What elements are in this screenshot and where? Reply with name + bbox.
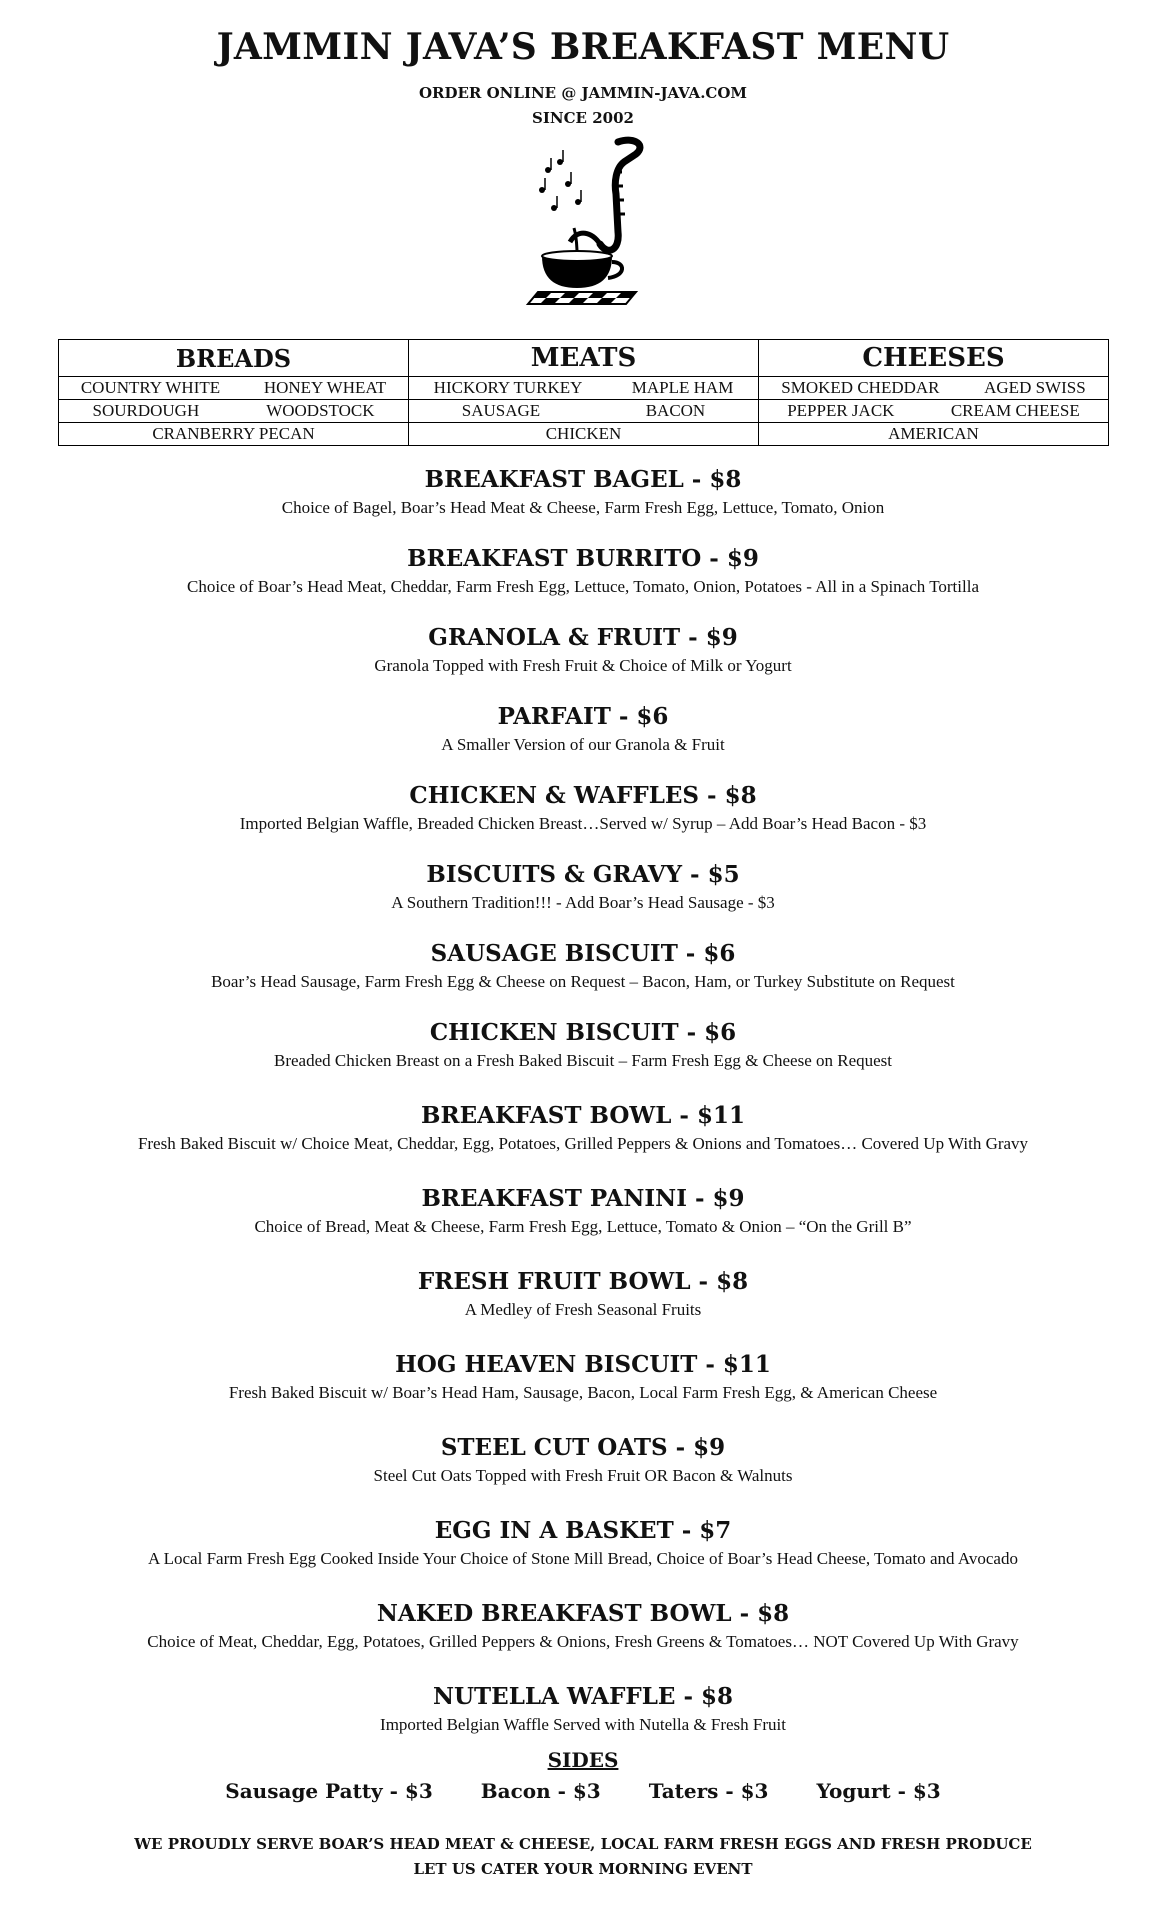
bread-option: CRANBERRY PECAN <box>59 423 409 446</box>
cheese-option: AGED SWISS <box>984 378 1086 397</box>
bread-option: HONEY WHEAT <box>263 378 387 397</box>
menu-item-description: Fresh Baked Biscuit w/ Choice Meat, Cheddar, Egg, Potatoes, Grilled Peppers & Onions and Tomatoes… Covered Up With Gravy <box>137 1134 1029 1153</box>
menu-item <box>0 1349 1166 1432</box>
cheese-option: PEPPER JACK <box>787 401 895 420</box>
menu-item-name: NAKED BREAKFAST BOWL - $8 <box>376 1600 790 1627</box>
meat-option: SAUSAGE <box>461 401 541 420</box>
menu-item-description: Steel Cut Oats Topped with Fresh Fruit OR Bacon & Walnuts <box>373 1466 793 1485</box>
meats-heading: MEATS <box>409 340 759 377</box>
cheeses-row-2 <box>759 400 1109 423</box>
footer-line-2: LET US CATER YOUR MORNING EVENT <box>413 1860 753 1878</box>
breads-row-1 <box>59 377 409 400</box>
menu-item-description: Choice of Bagel, Boar’s Head Meat & Cheese, Farm Fresh Egg, Lettuce, Tomato, Onion <box>281 498 885 517</box>
cheese-option: SMOKED CHEDDAR <box>781 378 940 397</box>
menu-item-description: Granola Topped with Fresh Fruit & Choice of Milk or Yogurt <box>374 656 792 675</box>
menu-item <box>0 1515 1166 1598</box>
meat-option: MAPLE HAM <box>631 378 734 397</box>
side-item: Yogurt - $3 <box>816 1779 941 1803</box>
menu-item-name: CHICKEN BISCUIT - $6 <box>429 1019 737 1046</box>
menu-item <box>0 1432 1166 1515</box>
bread-option: COUNTRY WHITE <box>80 378 221 397</box>
cheeses-heading: CHEESES <box>759 340 1109 377</box>
menu-item-description: Choice of Meat, Cheddar, Egg, Potatoes, Grilled Peppers & Onions, Fresh Greens & Tomatoes… NOT Covered Up With Gravy <box>147 1632 1019 1651</box>
menu-item <box>0 464 1166 543</box>
cheeses-row-1 <box>759 377 1109 400</box>
menu-item-name: NUTELLA WAFFLE - $8 <box>432 1683 734 1710</box>
meat-option: CHICKEN <box>409 423 759 446</box>
menu-item <box>0 859 1166 938</box>
footer-line-1: WE PROUDLY SERVE BOAR’S HEAD MEAT & CHEESE, LOCAL FARM FRESH EGGS AND FRESH PRODUCE <box>134 1835 1032 1853</box>
bread-option: WOODSTOCK <box>266 401 375 420</box>
menu-items-list <box>0 464 1166 1764</box>
menu-item <box>0 543 1166 622</box>
menu-item <box>0 1598 1166 1681</box>
breads-row-2 <box>59 400 409 423</box>
menu-item-description: A Medley of Fresh Seasonal Fruits <box>464 1300 702 1319</box>
menu-item-name: CHICKEN & WAFFLES - $8 <box>409 782 757 809</box>
menu-item-name: GRANOLA & FRUIT - $9 <box>428 624 738 651</box>
options-table <box>58 339 1109 446</box>
menu-item <box>0 1266 1166 1349</box>
cheese-option: CREAM CHEESE <box>950 401 1080 420</box>
menu-item-name: BREAKFAST BOWL - $11 <box>421 1102 745 1129</box>
menu-item <box>0 1100 1166 1183</box>
menu-title: JAMMIN JAVA’S BREAKFAST MENU <box>216 26 950 68</box>
menu-item <box>0 701 1166 780</box>
bread-option: SOURDOUGH <box>92 401 200 420</box>
meat-option: BACON <box>645 401 706 420</box>
menu-item-name: BISCUITS & GRAVY - $5 <box>426 861 740 888</box>
menu-item-description: Imported Belgian Waffle, Breaded Chicken Breast…Served w/ Syrup – Add Boar’s Head Bacon - $3 <box>239 814 927 833</box>
menu-item-description: A Local Farm Fresh Egg Cooked Inside Your Choice of Stone Mill Bread, Choice of Boar’s Head Cheese, Tomato and Avocado <box>148 1549 1018 1568</box>
menu-item-name: FRESH FRUIT BOWL - $8 <box>417 1268 749 1295</box>
menu-item <box>0 622 1166 701</box>
menu-item <box>0 938 1166 1017</box>
since-line: SINCE 2002 <box>532 109 634 127</box>
menu-item-name: EGG IN A BASKET - $7 <box>434 1517 732 1544</box>
menu-item-description: A Southern Tradition!!! - Add Boar’s Head Sausage - $3 <box>391 893 775 912</box>
order-online-line[interactable]: ORDER ONLINE @ JAMMIN-JAVA.COM <box>418 84 748 102</box>
menu-item <box>0 1017 1166 1100</box>
meats-row-2 <box>409 400 759 423</box>
meat-option: HICKORY TURKEY <box>433 378 583 397</box>
meats-row-1 <box>409 377 759 400</box>
menu-item <box>0 780 1166 859</box>
menu-item-description: A Smaller Version of our Granola & Fruit <box>441 735 725 754</box>
menu-item-name: BREAKFAST BAGEL - $8 <box>424 466 742 493</box>
menu-item-name: SAUSAGE BISCUIT - $6 <box>430 940 736 967</box>
sides-heading: SIDES <box>547 1748 619 1772</box>
breads-heading: BREADS <box>59 340 409 377</box>
side-item: Bacon - $3 <box>480 1779 601 1803</box>
saxophone-coffee-cup-icon <box>508 132 658 317</box>
menu-item-description: Boar’s Head Sausage, Farm Fresh Egg & Cheese on Request – Bacon, Ham, or Turkey Substitute on Request <box>211 972 955 991</box>
menu-item-name: BREAKFAST PANINI - $9 <box>421 1185 745 1212</box>
menu-item-description: Breaded Chicken Breast on a Fresh Baked Biscuit – Farm Fresh Egg & Cheese on Request <box>273 1051 893 1070</box>
menu-item <box>0 1183 1166 1266</box>
sides-list <box>0 1779 1166 1803</box>
side-item: Sausage Patty - $3 <box>225 1779 433 1803</box>
side-item: Taters - $3 <box>648 1779 769 1803</box>
menu-item-name: HOG HEAVEN BISCUIT - $11 <box>395 1351 771 1378</box>
menu-item-description: Fresh Baked Biscuit w/ Boar’s Head Ham, Sausage, Bacon, Local Farm Fresh Egg, & American Cheese <box>228 1383 938 1402</box>
menu-item-description: Choice of Boar’s Head Meat, Cheddar, Farm Fresh Egg, Lettuce, Tomato, Onion, Potatoes - All in a Spinach Tortilla <box>186 577 979 596</box>
cheese-option: AMERICAN <box>759 423 1109 446</box>
menu-item-name: STEEL CUT OATS - $9 <box>440 1434 726 1461</box>
menu-item-name: PARFAIT - $6 <box>497 703 669 730</box>
menu-item-description: Imported Belgian Waffle Served with Nutella & Fresh Fruit <box>380 1715 786 1734</box>
menu-item-description: Choice of Bread, Meat & Cheese, Farm Fresh Egg, Lettuce, Tomato & Onion – “On the Grill B” <box>254 1217 912 1236</box>
menu-item-name: BREAKFAST BURRITO - $9 <box>407 545 759 572</box>
